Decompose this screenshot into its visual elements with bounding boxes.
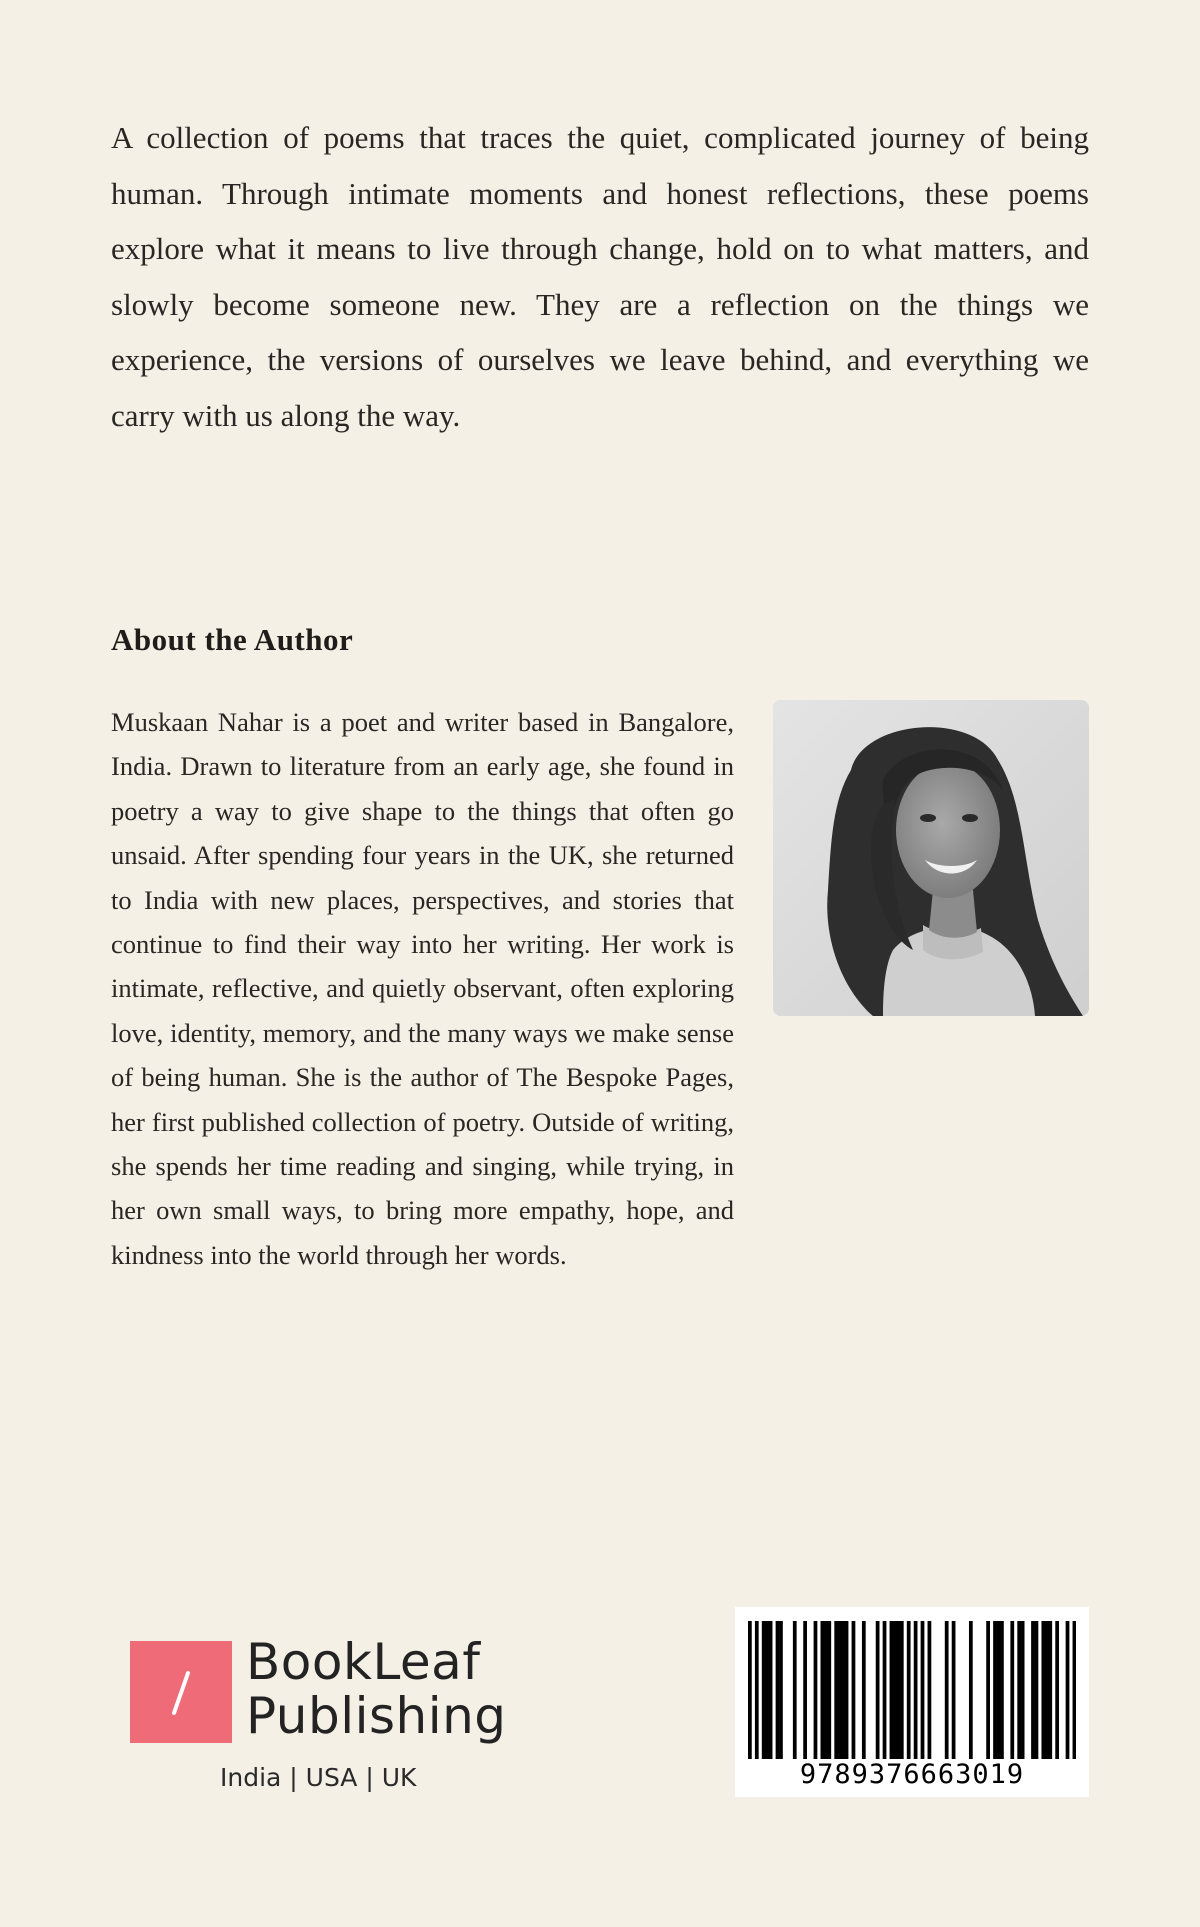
barcode-bar <box>838 1621 842 1759</box>
barcode-bar <box>779 1621 783 1759</box>
barcode-bar <box>793 1621 797 1759</box>
barcode-bar <box>1031 1621 1035 1759</box>
barcode-bar <box>1010 1621 1014 1759</box>
isbn-number: 9789376663019 <box>799 1759 1025 1790</box>
leaf-slash-icon <box>130 1641 232 1743</box>
barcode-bar <box>769 1621 773 1759</box>
barcode-bar <box>862 1621 866 1759</box>
barcode-bar <box>1073 1621 1076 1759</box>
barcode-bar <box>1055 1621 1059 1759</box>
barcode-bar <box>845 1621 849 1759</box>
about-author-heading: About the Author <box>111 622 354 657</box>
barcode-bar <box>890 1621 894 1759</box>
barcode-bar <box>841 1621 845 1759</box>
barcode-bar <box>969 1621 973 1759</box>
barcode-bar <box>986 1621 990 1759</box>
publisher-name-line2: Publishing <box>246 1687 507 1745</box>
barcode-bar <box>827 1621 831 1759</box>
barcode-bar <box>1017 1621 1021 1759</box>
barcode-bar <box>1045 1621 1049 1759</box>
author-photo <box>773 700 1089 1016</box>
barcode-bar <box>907 1621 911 1759</box>
barcode-bar <box>834 1621 838 1759</box>
barcode-bar <box>762 1621 766 1759</box>
publisher-name <box>246 1635 507 1743</box>
barcode-bar <box>748 1621 752 1759</box>
barcode-bar <box>1066 1621 1070 1759</box>
barcode-bar <box>803 1621 807 1759</box>
barcode-bar <box>1035 1621 1039 1759</box>
publisher-regions: India | USA | UK <box>220 1763 417 1792</box>
barcode-bars-icon <box>748 1621 1076 1759</box>
barcode-bar <box>1000 1621 1004 1759</box>
author-bio: Muskaan Nahar is a poet and writer based in Bangalore, India. Drawn to literature from an early age, she found in poetry a way to give shape to the things that often go unsaid. After spending four years in the UK, she returned to India with new places, perspectives, and stories that continue to find their way into her writing. Her work is intimate, reflective, and quietly observant, often exploring love, identity, memory, and the many ways we make sense of being human. She is the author of The Bespoke Pages, her first published collection of poetry. Outside of writing, she spends her time reading and singing, while trying, in her own small ways, to bring more empathy, hope, and kindness into the world through her words. <box>111 707 734 1270</box>
barcode-bar <box>1041 1621 1045 1759</box>
barcode-bar <box>824 1621 828 1759</box>
isbn-barcode <box>735 1607 1089 1797</box>
barcode-bar <box>776 1621 780 1759</box>
barcode-bar <box>821 1621 825 1759</box>
barcode-bar <box>814 1621 818 1759</box>
barcode-bar <box>900 1621 904 1759</box>
barcode-bar <box>755 1621 759 1759</box>
barcode-bar <box>765 1621 769 1759</box>
back-cover-blurb: A collection of poems that traces the quiet, complicated journey of being human. Through intimate moments and honest reflections, these poems explore what it means to live through change, hold on to what matters, and slowly become someone new. They are a reflection on the things we experience, the versions of ourselves we leave behind, and everything we carry with us along the way. <box>111 120 1089 433</box>
barcode-bar <box>883 1621 887 1759</box>
barcode-bar <box>945 1621 949 1759</box>
barcode-bar <box>896 1621 900 1759</box>
barcode-bar <box>997 1621 1001 1759</box>
publisher-logo <box>130 1633 520 1797</box>
barcode-bar <box>993 1621 997 1759</box>
barcode-bar <box>914 1621 918 1759</box>
barcode-bar <box>893 1621 897 1759</box>
barcode-bar <box>1021 1621 1025 1759</box>
barcode-bar <box>876 1621 880 1759</box>
barcode-bar <box>852 1621 856 1759</box>
barcode-bar <box>952 1621 956 1759</box>
barcode-bar <box>928 1621 932 1759</box>
barcode-bar <box>1048 1621 1052 1759</box>
barcode-bar <box>921 1621 925 1759</box>
publisher-name-line1: BookLeaf <box>246 1633 481 1691</box>
